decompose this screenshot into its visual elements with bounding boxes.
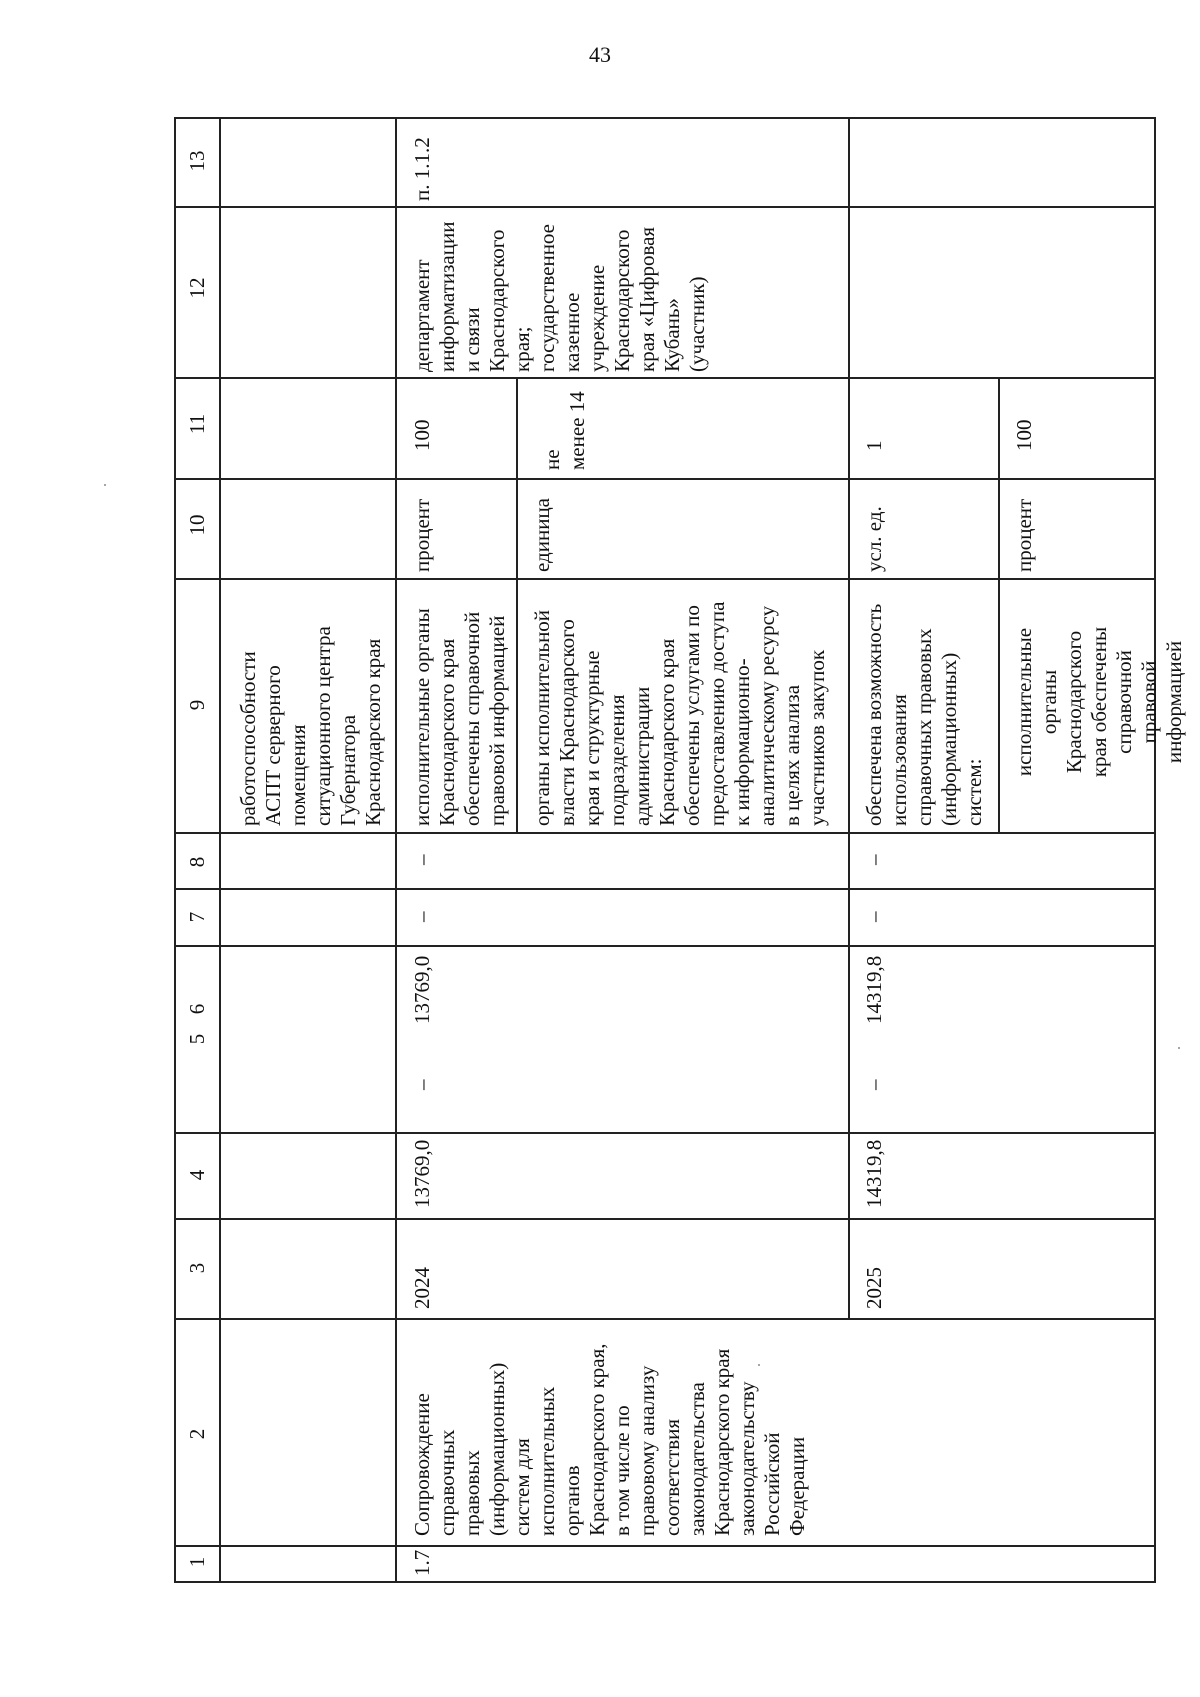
col-separator bbox=[174, 1545, 1156, 1547]
column-header-6: 6 bbox=[185, 1003, 209, 1015]
column-header-3: 3 bbox=[185, 1262, 209, 1274]
event-name: Сопровождение справочных правовых (информационных) систем для исполнительных органов Краснодарского края, в том числе по правовому анализу соответствия законодательства Краснодарского края законодательству Российской Федерации bbox=[410, 1343, 809, 1536]
continued-result-text: работоспособности АСПТ серверного помещения ситуационного центра Губернатора Краснодарского края bbox=[236, 626, 385, 826]
indicator-2025-2-unit: процент bbox=[1012, 498, 1036, 572]
total-2024: 13769,0 bbox=[410, 1139, 434, 1208]
column-header-11: 11 bbox=[185, 413, 209, 435]
extra-2024: – bbox=[410, 854, 434, 865]
col-separator bbox=[174, 206, 1156, 208]
indicator-2024-2-value: не менее 14 bbox=[540, 391, 589, 470]
col-separator bbox=[174, 1218, 1156, 1220]
row-number: 1.7 bbox=[410, 1549, 434, 1576]
indicator-2024-1-unit: процент bbox=[410, 498, 434, 572]
column-header-12: 12 bbox=[185, 277, 209, 299]
col-separator bbox=[174, 888, 1156, 890]
row-separator bbox=[395, 117, 397, 1583]
regional-2024: 13769,0 bbox=[410, 955, 434, 1024]
col-separator bbox=[174, 1132, 1156, 1134]
col-separator bbox=[174, 478, 1156, 480]
indicator-2024-1-text: исполнительные органы Краснодарского края обеспечены справочной правовой информацией bbox=[410, 608, 509, 826]
scan-speck bbox=[1178, 1047, 1180, 1049]
column-header-8: 8 bbox=[185, 856, 209, 868]
responsible-executor: департамент информатизации и связи Краснодарского края; государственное казенное учреждение Краснодарского края «Цифровая Кубань» (участник) bbox=[410, 221, 709, 372]
indicator-2024-1-value: 100 bbox=[410, 419, 434, 451]
table-border bbox=[1154, 117, 1156, 1583]
total-2025: 14319,8 bbox=[862, 1139, 886, 1208]
column-header-7: 7 bbox=[185, 911, 209, 923]
column-header-2: 2 bbox=[185, 1428, 209, 1440]
indicator-2024-2-text: органы исполнительной власти Краснодарского края и структурные подразделения администрации Краснодарского края обеспечены услугами по предоставлению доступа к информационно- аналитическому ресурсу в целях анализа участников закупок bbox=[530, 601, 829, 826]
subrow-separator bbox=[516, 377, 518, 832]
scan-speck bbox=[104, 484, 106, 486]
col-separator bbox=[174, 832, 1156, 834]
indicator-2024-2-unit: единица bbox=[530, 497, 554, 572]
federal-2025: – bbox=[862, 1079, 886, 1090]
year-2025: 2025 bbox=[862, 1267, 886, 1309]
year-2024: 2024 bbox=[410, 1267, 434, 1309]
header-separator bbox=[219, 117, 221, 1583]
subrow-separator bbox=[848, 117, 850, 1318]
indicator-2025-2-value: 100 bbox=[1012, 419, 1036, 451]
extra-2025: – bbox=[862, 854, 886, 865]
federal-2024: – bbox=[410, 1079, 434, 1090]
subrow-separator bbox=[998, 377, 1000, 832]
col-separator bbox=[174, 1318, 1156, 1320]
table-border bbox=[174, 117, 176, 1583]
col-separator bbox=[174, 945, 1156, 947]
column-header-1: 1 bbox=[185, 1556, 209, 1568]
local-2024: – bbox=[410, 911, 434, 922]
indicator-2025-1-text: обеспечена возможность использования справочных правовых (информационных) систем: bbox=[862, 603, 986, 826]
regional-2025: 14319,8 bbox=[862, 955, 886, 1024]
table-border bbox=[174, 1581, 1156, 1583]
column-header-4: 4 bbox=[185, 1169, 209, 1181]
page-number: 43 bbox=[589, 42, 611, 67]
reference-point: п. 1.1.2 bbox=[410, 137, 434, 201]
col-separator bbox=[174, 578, 1156, 580]
local-2025: – bbox=[862, 911, 886, 922]
scan-speck bbox=[758, 1364, 760, 1366]
column-header-13: 13 bbox=[185, 150, 209, 172]
indicator-2025-1-value: 1 bbox=[862, 440, 886, 451]
indicator-2025-2-text: исполнительные органы Краснодарского края обеспечены справочной правовой информацией bbox=[1012, 626, 1186, 778]
indicator-2025-1-unit: усл. ед. bbox=[862, 506, 886, 572]
column-header-5: 5 bbox=[185, 1033, 209, 1045]
table-border bbox=[174, 117, 1156, 119]
column-header-10: 10 bbox=[185, 514, 209, 536]
column-header-9: 9 bbox=[185, 699, 209, 711]
col-separator bbox=[174, 377, 1156, 379]
